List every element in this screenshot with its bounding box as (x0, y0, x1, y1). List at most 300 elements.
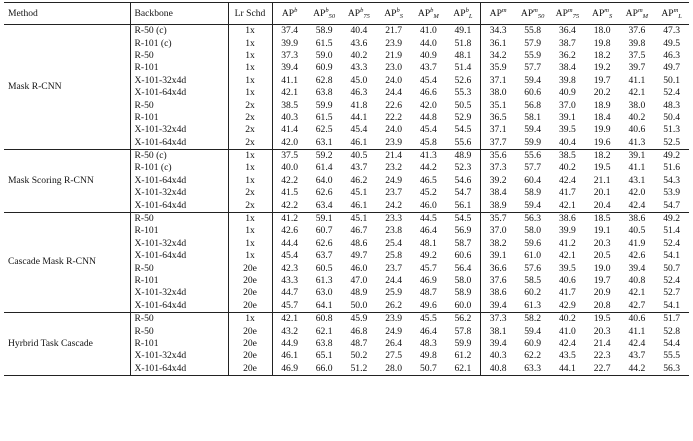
metric-value: 38.2 (481, 238, 516, 250)
metric-value: 63.8 (315, 337, 333, 349)
metric-value: 57.7 (524, 62, 542, 74)
metric-value: 38.4 (481, 187, 516, 199)
metric-value: 41.0 (558, 325, 576, 337)
metric-value: 52.4 (663, 275, 681, 286)
metric-value: 44.9 (272, 338, 307, 350)
metric-value: 41.3 (419, 150, 437, 162)
metric-value: 44.0 (419, 37, 437, 49)
metric-sup: b (325, 7, 329, 14)
metric-value: 55.3 (454, 87, 472, 99)
metric-value: 56.8 (524, 99, 542, 111)
schedule-cell: 1x (228, 149, 272, 162)
table-row (4, 212, 689, 225)
schedule-cell: 2x (228, 187, 272, 199)
metric-value: 46.0 (350, 262, 368, 274)
metric-value: 35.6 (481, 149, 516, 162)
metric-value: 47.3 (663, 25, 681, 37)
metric-value: 42.4 (628, 199, 646, 211)
metric-value: 40.2 (350, 49, 368, 61)
metric-value: 55.8 (524, 25, 542, 37)
metric-value: 56.3 (663, 362, 681, 374)
metric-value: 62.1 (454, 362, 472, 374)
metric-value: 51.7 (663, 313, 681, 325)
metric-value: 52.8 (663, 325, 681, 337)
metric-value: 56.1 (454, 199, 472, 211)
metric-value: 49.1 (454, 25, 472, 37)
header-metric (376, 3, 411, 25)
metric-value: 44.2 (419, 162, 437, 174)
metric-value: 54.5 (454, 124, 472, 136)
metric-value: 21.9 (385, 49, 403, 61)
metric-value: 40.4 (350, 25, 368, 37)
metric-value: 23.0 (385, 62, 403, 74)
metric-value: 56.2 (454, 313, 472, 325)
method-group (4, 149, 689, 212)
metric-value: 21.4 (385, 150, 403, 162)
metric-sub: L (678, 13, 682, 20)
metric-value: 20.9 (593, 287, 611, 299)
metric-value: 51.4 (454, 62, 472, 74)
metric-value: 37.0 (558, 99, 576, 111)
metric-value: 60.6 (524, 87, 542, 99)
metric-value: 38.0 (628, 99, 646, 111)
metric-value: 38.5 (558, 150, 576, 162)
backbone-cell: R-50 (c) (130, 25, 228, 38)
header-metric (307, 3, 342, 25)
schedule-cell: 1x (228, 225, 272, 237)
backbone-cell: R-101 (c) (130, 162, 228, 174)
header-metric (515, 3, 550, 25)
metric-value: 19.7 (593, 275, 611, 286)
backbone-cell: X-101-32x4d (130, 238, 228, 250)
metric-value: 42.2 (272, 175, 307, 187)
backbone-cell: R-101 (130, 62, 228, 74)
metric-value: 39.8 (628, 37, 646, 49)
metric-value: 64.0 (315, 174, 333, 186)
metric-value: 37.6 (481, 275, 516, 287)
metric-value: 39.4 (481, 300, 516, 313)
metric-value: 61.4 (315, 162, 333, 174)
metric-value: 41.9 (628, 237, 646, 249)
metric-value: 42.1 (628, 87, 646, 99)
metric-value: 37.1 (481, 75, 516, 87)
results-table (4, 2, 689, 376)
metric-value: 42.6 (272, 225, 307, 237)
metric-value: 41.1 (628, 74, 646, 86)
metric-value: 48.1 (454, 49, 472, 61)
metric-value: 59.6 (524, 237, 542, 249)
schedule-cell: 2x (228, 112, 272, 124)
metric-value: 45.4 (350, 124, 368, 136)
metric-value: 25.9 (385, 287, 403, 299)
metric-value: 53.9 (663, 187, 681, 199)
method-cell: Cascade Mask R-CNN (8, 256, 96, 268)
metric-base: AP (347, 8, 361, 19)
metric-value: 19.5 (593, 162, 611, 174)
metric-value: 37.1 (481, 124, 516, 136)
backbone-cell: R-50 (c) (130, 149, 228, 162)
metric-value: 51.4 (663, 225, 681, 237)
metric-value: 48.7 (419, 287, 437, 299)
header-backbone: Backbone (130, 3, 228, 25)
metric-base: AP (520, 8, 534, 19)
metric-value: 38.7 (558, 37, 576, 49)
metric-value: 43.3 (272, 275, 307, 287)
backbone-cell: R-101 (130, 225, 228, 237)
metric-base: AP (625, 8, 638, 19)
metric-value: 45.4 (419, 124, 437, 136)
schedule-cell: 20e (228, 325, 272, 337)
metric-value: 40.6 (628, 124, 646, 136)
metric-value: 50.1 (663, 74, 681, 86)
metric-value: 45.1 (350, 187, 368, 199)
method-group (4, 212, 689, 312)
metric-value: 37.5 (272, 149, 307, 162)
metric-value: 56.4 (454, 262, 472, 274)
metric-value: 20.2 (593, 87, 611, 99)
metric-value: 52.4 (663, 87, 681, 99)
metric-value: 39.9 (272, 37, 307, 49)
metric-value: 40.6 (628, 313, 646, 325)
metric-value: 22.2 (385, 111, 403, 123)
metric-value: 61.5 (315, 37, 333, 49)
header-metric (272, 3, 307, 25)
metric-value: 58.1 (524, 111, 542, 123)
backbone-cell: X-101-64x4d (130, 300, 228, 313)
metric-value: 40.3 (272, 112, 307, 124)
metric-value: 54.5 (454, 213, 472, 225)
metric-value: 49.2 (663, 150, 681, 162)
backbone-cell: R-101 (130, 338, 228, 350)
table-header (4, 3, 689, 25)
metric-sup: m (604, 7, 609, 14)
metric-value: 61.3 (315, 275, 333, 286)
metric-value: 38.5 (272, 99, 307, 111)
metric-value: 43.7 (628, 350, 646, 362)
metric-value: 42.9 (558, 299, 576, 311)
metric-value: 28.0 (385, 362, 403, 374)
backbone-cell: X-101-32x4d (130, 187, 228, 199)
metric-value: 39.9 (558, 225, 576, 237)
backbone-cell: R-50 (130, 99, 228, 111)
metric-value: 63.8 (315, 87, 333, 99)
metric-value: 41.0 (419, 25, 437, 37)
metric-value: 37.4 (272, 25, 307, 38)
metric-value: 46.3 (350, 87, 368, 99)
metric-value: 38.9 (481, 199, 516, 212)
metric-value: 18.2 (593, 150, 611, 162)
schedule-cell: 20e (228, 338, 272, 350)
header-metric (411, 3, 446, 25)
metric-value: 58.0 (524, 225, 542, 237)
metric-value: 50.2 (350, 350, 368, 362)
schedule-cell: 1x (228, 75, 272, 87)
metric-value: 26.2 (385, 299, 403, 311)
metric-value: 23.3 (385, 213, 403, 225)
metric-value: 43.2 (272, 325, 307, 337)
backbone-cell: R-101 (130, 275, 228, 287)
metric-sup: b (430, 7, 434, 14)
backbone-cell: X-101-32x4d (130, 75, 228, 87)
schedule-cell: 1x (228, 250, 272, 262)
metric-value: 24.9 (385, 325, 403, 337)
metric-sub: S (608, 13, 613, 20)
metric-value: 22.6 (385, 99, 403, 111)
metric-value: 49.2 (419, 250, 437, 262)
metric-value: 20.4 (593, 199, 611, 211)
metric-value: 44.1 (350, 111, 368, 123)
metric-value: 46.1 (350, 136, 368, 148)
metric-value: 39.8 (558, 74, 576, 86)
metric-value: 38.1 (481, 325, 516, 337)
metric-value: 58.9 (524, 187, 542, 199)
backbone-cell: X-101-64x4d (130, 175, 228, 187)
metric-value: 36.2 (558, 49, 576, 61)
table-row (4, 149, 689, 162)
method-group (4, 25, 689, 150)
metric-value: 43.3 (350, 62, 368, 74)
metric-value: 38.6 (558, 213, 576, 225)
metric-value: 48.3 (663, 99, 681, 111)
metric-value: 66.0 (315, 362, 333, 374)
header-row (4, 3, 689, 25)
metric-value: 39.1 (558, 111, 576, 123)
metric-value: 58.7 (454, 237, 472, 249)
method-cell: Mask R-CNN (8, 80, 62, 92)
metric-value: 39.5 (558, 124, 576, 136)
metric-value: 46.6 (419, 87, 437, 99)
metric-sup: b (396, 7, 400, 14)
metric-value: 52.3 (454, 162, 472, 174)
metric-value: 50.5 (454, 99, 472, 111)
metric-value: 54.1 (663, 299, 681, 311)
schedule-cell: 1x (228, 238, 272, 250)
metric-value: 18.2 (593, 49, 611, 61)
metric-value: 46.0 (419, 199, 437, 211)
metric-value: 54.4 (663, 337, 681, 349)
metric-value: 42.0 (272, 137, 307, 150)
metric-value: 37.6 (628, 25, 646, 37)
metric-value: 42.2 (272, 199, 307, 212)
backbone-cell: X-101-64x4d (130, 363, 228, 376)
metric-value: 62.6 (315, 237, 333, 249)
backbone-cell: R-101 (130, 112, 228, 124)
metric-value: 58.2 (524, 313, 542, 325)
metric-value: 48.3 (419, 337, 437, 349)
metric-value: 58.9 (454, 287, 472, 299)
metric-value: 18.4 (593, 111, 611, 123)
metric-value: 42.3 (272, 262, 307, 274)
metric-value: 44.2 (628, 362, 646, 374)
metric-value: 52.5 (663, 136, 681, 148)
schedule-cell: 1x (228, 50, 272, 62)
metric-value: 59.4 (524, 74, 542, 86)
metric-value: 52.7 (663, 287, 681, 299)
metric-sup: m (637, 7, 643, 14)
metric-value: 56.9 (454, 225, 472, 237)
metric-value: 57.8 (454, 325, 472, 337)
metric-value: 37.3 (272, 50, 307, 62)
metric-value: 40.6 (558, 275, 576, 286)
metric-base: AP (313, 8, 326, 19)
metric-value: 44.8 (419, 111, 437, 123)
metric-value: 40.8 (628, 275, 646, 286)
metric-value: 48.9 (454, 150, 472, 162)
metric-value: 39.7 (628, 62, 646, 74)
metric-value: 54.6 (454, 174, 472, 186)
metric-value: 23.9 (385, 37, 403, 49)
backbone-cell: R-50 (130, 325, 228, 337)
metric-value: 45.9 (350, 313, 368, 325)
backbone-cell: X-101-64x4d (130, 199, 228, 212)
metric-value: 42.0 (419, 99, 437, 111)
header-metric (585, 3, 620, 25)
metric-value: 55.5 (663, 350, 681, 362)
metric-value: 41.7 (558, 187, 576, 199)
schedule-cell: 1x (228, 25, 272, 38)
metric-value: 20.3 (593, 325, 611, 337)
metric-value: 50.7 (419, 362, 437, 374)
metric-value: 43.7 (419, 62, 437, 74)
metric-value: 42.4 (558, 174, 576, 186)
metric-value: 46.9 (419, 275, 437, 286)
metric-value: 45.7 (272, 300, 307, 313)
metric-base: AP (592, 8, 605, 19)
metric-value: 38.4 (558, 62, 576, 74)
backbone-cell: X-101-32x4d (130, 287, 228, 299)
metric-base: AP (661, 8, 674, 19)
metric-sup: m (501, 7, 507, 14)
metric-value: 59.2 (315, 150, 333, 162)
metric-value: 23.9 (385, 136, 403, 148)
metric-value: 54.7 (454, 187, 472, 199)
metric-value: 46.1 (272, 350, 307, 362)
metric-value: 42.1 (272, 87, 307, 99)
metric-value: 52.9 (454, 111, 472, 123)
metric-value: 44.1 (558, 362, 576, 374)
metric-value: 40.3 (481, 350, 516, 362)
metric-sup: m (533, 7, 538, 14)
metric-sub: 50 (537, 13, 545, 20)
schedule-cell: 20e (228, 275, 272, 287)
metric-value: 40.0 (272, 162, 307, 174)
metric-sup: b (465, 7, 469, 14)
metric-value: 24.0 (385, 124, 403, 136)
metric-value: 60.9 (524, 337, 542, 349)
metric-sub: 75 (363, 13, 370, 20)
metric-value: 61.5 (315, 111, 333, 123)
metric-value: 20.3 (593, 237, 611, 249)
header-metric (446, 3, 481, 25)
metric-value: 21.7 (385, 25, 403, 37)
metric-value: 60.0 (454, 299, 472, 311)
metric-value: 54.7 (663, 199, 681, 211)
metric-value: 39.4 (272, 62, 307, 74)
metric-value: 42.1 (558, 250, 576, 262)
metric-value: 41.4 (272, 124, 307, 136)
metric-value: 56.3 (524, 213, 542, 225)
schedule-cell: 2x (228, 124, 272, 136)
metric-value: 35.1 (481, 99, 516, 111)
metric-value: 46.7 (350, 225, 368, 237)
metric-value: 41.2 (272, 212, 307, 225)
metric-value: 52.6 (454, 74, 472, 86)
method-cell: Hyrbrid Task Cascade (8, 337, 93, 349)
metric-value: 48.1 (419, 237, 437, 249)
metric-value: 48.9 (350, 287, 368, 299)
metric-value: 57.6 (524, 262, 542, 274)
metric-value: 58.0 (454, 275, 472, 286)
schedule-cell: 1x (228, 175, 272, 187)
metric-value: 39.4 (481, 338, 516, 350)
metric-value: 40.4 (558, 136, 576, 148)
metric-value: 41.1 (272, 75, 307, 87)
header-lr-schedule: Lr Schd (228, 3, 272, 25)
metric-value: 58.9 (315, 25, 333, 37)
metric-value: 57.9 (524, 37, 542, 49)
metric-value: 41.1 (628, 162, 646, 174)
metric-value: 45.8 (419, 136, 437, 148)
metric-value: 51.2 (350, 362, 368, 374)
metric-value: 18.0 (593, 25, 611, 37)
metric-value: 40.9 (419, 49, 437, 61)
header-metric (550, 3, 585, 25)
schedule-cell: 1x (228, 62, 272, 74)
metric-value: 39.1 (628, 150, 646, 162)
metric-value: 63.3 (524, 362, 542, 374)
metric-value: 22.3 (593, 350, 611, 362)
schedule-cell: 20e (228, 287, 272, 299)
metric-base: AP (555, 8, 568, 19)
table-row (4, 312, 689, 325)
metric-value: 42.1 (272, 312, 307, 325)
table-row (4, 25, 689, 38)
metric-value: 45.4 (419, 74, 437, 86)
metric-value: 55.9 (524, 49, 542, 61)
metric-value: 63.7 (315, 250, 333, 262)
metric-base: AP (281, 8, 295, 19)
metric-value: 20.5 (593, 250, 611, 262)
metric-value: 62.8 (315, 74, 333, 86)
metric-value: 44.5 (419, 213, 437, 225)
metric-value: 60.7 (315, 225, 333, 237)
metric-value: 49.6 (419, 299, 437, 311)
metric-value: 24.0 (385, 74, 403, 86)
metric-value: 54.3 (663, 174, 681, 186)
metric-sub: 50 (328, 13, 336, 20)
metric-value: 36.1 (481, 37, 516, 49)
metric-value: 45.2 (419, 187, 437, 199)
metric-value: 65.1 (315, 350, 333, 362)
metric-value: 39.4 (628, 262, 646, 274)
header-metric (654, 3, 689, 25)
metric-value: 51.8 (454, 37, 472, 49)
metric-value: 42.4 (628, 337, 646, 349)
schedule-cell: 1x (228, 312, 272, 325)
metric-value: 49.7 (663, 62, 681, 74)
metric-value: 58.5 (524, 275, 542, 286)
backbone-cell: R-50 (130, 312, 228, 325)
metric-value: 45.4 (272, 250, 307, 262)
metric-value: 48.7 (350, 337, 368, 349)
metric-value: 62.2 (524, 350, 542, 362)
metric-sub: S (399, 13, 403, 20)
metric-value: 37.7 (481, 137, 516, 150)
metric-value: 42.0 (628, 187, 646, 199)
metric-sub: L (468, 13, 473, 20)
metric-sup: m (567, 7, 573, 14)
header-metric (620, 3, 655, 25)
